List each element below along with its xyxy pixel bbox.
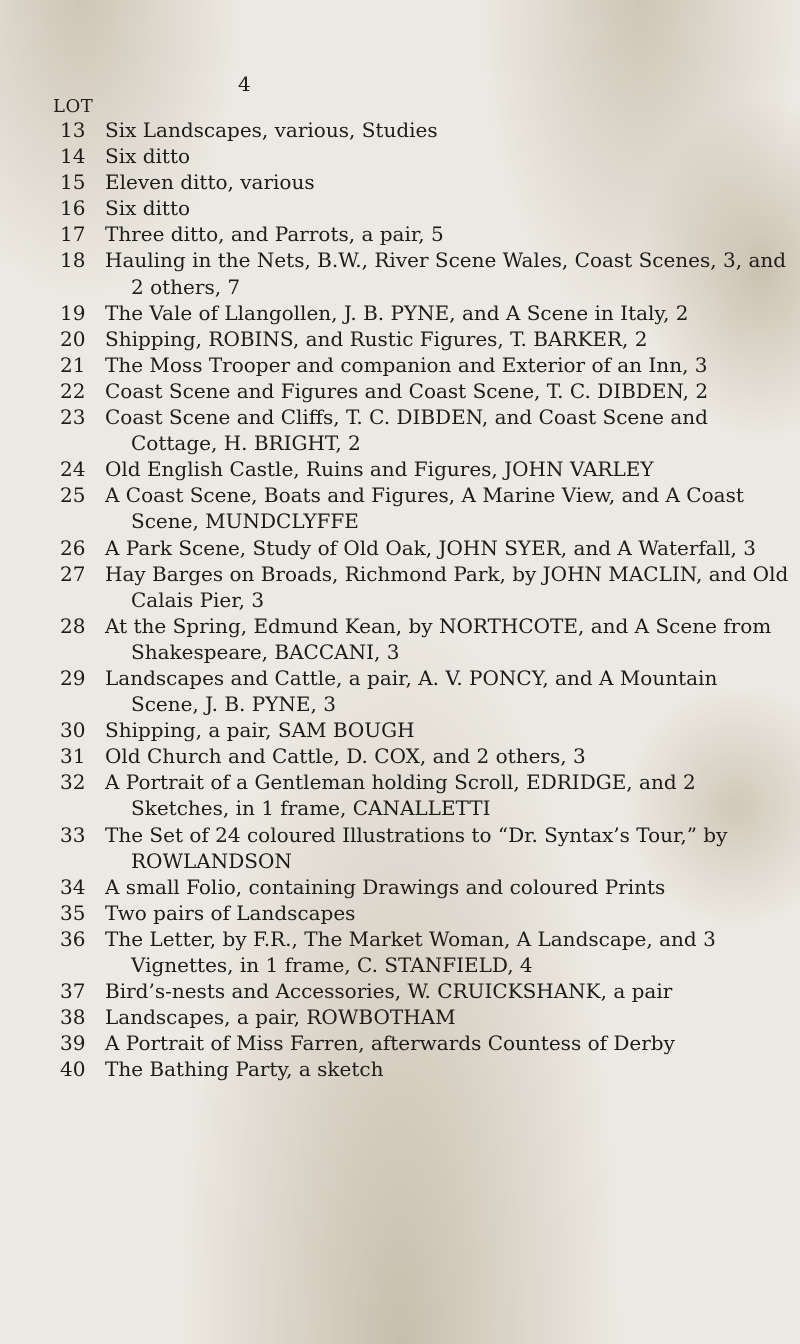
lot-entry — [0, 456, 800, 482]
lot-description: Coast Scene and Figures and Coast Scene, T. C. DIBDEN, 2 — [105, 378, 709, 403]
lot-description: A Coast Scene, Boats and Figures, A Marine View, and A Coast Scene, MUNDCLYFFE — [105, 483, 744, 534]
lot-number: 13 — [60, 118, 86, 142]
lot-description: Old Church and Cattle, D. COX, and 2 others, 3 — [105, 744, 586, 769]
lot-number: 20 — [60, 326, 86, 351]
lot-entry — [0, 978, 800, 1004]
lot-entry — [0, 326, 800, 352]
lot-entry — [0, 352, 800, 378]
lot-description: A Park Scene, Study of Old Oak, JOHN SYER, and A Waterfall, 3 — [105, 535, 756, 560]
lot-entry — [0, 1030, 800, 1056]
lot-number: 15 — [60, 170, 86, 195]
lot-entry — [0, 247, 800, 299]
lot-description: The Letter, by F.R., The Market Woman, A Landscape, and 3 Vignettes, in 1 frame, C. STANFIELD, 4 — [105, 926, 716, 977]
lot-entry — [0, 221, 800, 247]
lot-description: Landscapes, a pair, ROWBOTHAM — [105, 1005, 456, 1030]
lot-number: 24 — [60, 457, 86, 482]
lot-entry — [0, 378, 800, 404]
lot-entry — [0, 900, 800, 926]
lot-entry — [0, 1056, 800, 1082]
lot-description: Shipping, a pair, SAM BOUGH — [105, 718, 415, 743]
lot-number: 29 — [60, 665, 86, 690]
lot-description: Landscapes and Cattle, a pair, A. V. PONCY, and A Mountain Scene, J. B. PYNE, 3 — [105, 665, 718, 717]
lot-list — [0, 117, 800, 1082]
lot-number: 33 — [60, 822, 86, 847]
lot-entry — [0, 926, 800, 978]
lot-entry — [0, 143, 800, 169]
lot-number: 14 — [60, 144, 86, 169]
lot-entry — [0, 717, 800, 743]
lot-description: A small Folio, containing Drawings and coloured Prints — [105, 874, 666, 899]
lot-description: Two pairs of Landscapes — [105, 900, 356, 925]
lot-number: 35 — [60, 900, 86, 925]
lot-number: 39 — [60, 1031, 86, 1056]
lot-description: A Portrait of a Gentleman holding Scroll, EDRIDGE, and 2 Sketches, in 1 frame, CANALLETTI — [105, 770, 696, 821]
lot-number: 27 — [60, 561, 86, 586]
lot-description: Six Landscapes, various, Studies — [105, 118, 438, 142]
lot-description: Hay Barges on Broads, Richmond Park, by JOHN MACLIN, and Old Calais Pier, 3 — [105, 561, 789, 612]
lot-column-heading: LOT — [53, 96, 94, 117]
lot-number: 26 — [60, 535, 86, 560]
lot-entry — [0, 169, 800, 195]
lot-entry — [0, 404, 800, 456]
lot-number: 28 — [60, 613, 86, 638]
lot-number: 31 — [60, 744, 86, 769]
page-number: 4 — [238, 72, 251, 96]
lot-number: 32 — [60, 770, 86, 795]
lot-number: 21 — [60, 352, 86, 377]
lot-description: Six ditto — [105, 196, 191, 221]
lot-number: 40 — [60, 1057, 86, 1082]
lot-entry — [0, 874, 800, 900]
lot-entry — [0, 613, 800, 665]
lot-number: 38 — [60, 1005, 86, 1030]
lot-number: 18 — [60, 248, 86, 273]
lot-entry — [0, 665, 800, 717]
lot-number: 22 — [60, 378, 86, 403]
lot-entry — [0, 743, 800, 769]
lot-number: 37 — [60, 979, 86, 1004]
lot-number: 17 — [60, 222, 86, 247]
lot-entry — [0, 117, 800, 143]
lot-description: At the Spring, Edmund Kean, by NORTHCOTE, and A Scene from Shakespeare, BACCANI, 3 — [105, 613, 772, 664]
lot-entry — [0, 822, 800, 874]
lot-description: A Portrait of Miss Farren, afterwards Countess of Derby — [105, 1031, 675, 1056]
lot-entry — [0, 769, 800, 821]
lot-description: The Set of 24 coloured Illustrations to “Dr. Syntax’s Tour,” by ROWLANDSON — [105, 822, 728, 873]
lot-number: 36 — [60, 926, 86, 951]
lot-entry — [0, 561, 800, 613]
lot-description: Three ditto, and Parrots, a pair, 5 — [105, 222, 444, 247]
lot-entry — [0, 300, 800, 326]
lot-entry — [0, 195, 800, 221]
lot-description: Shipping, ROBINS, and Rustic Figures, T. BARKER, 2 — [105, 326, 648, 351]
lot-entry — [0, 535, 800, 561]
lot-description: Coast Scene and Cliffs, T. C. DIBDEN, and Coast Scene and Cottage, H. BRIGHT, 2 — [105, 405, 708, 456]
lot-number: 34 — [60, 874, 86, 899]
lot-number: 30 — [60, 718, 86, 743]
lot-description: Bird’s-nests and Accessories, W. CRUICKSHANK, a pair — [105, 979, 673, 1004]
lot-description: The Bathing Party, a sketch — [105, 1057, 384, 1082]
lot-description: The Moss Trooper and companion and Exterior of an Inn, 3 — [105, 352, 708, 377]
lot-description: Hauling in the Nets, B.W., River Scene Wales, Coast Scenes, 3, and 2 others, 7 — [105, 248, 787, 299]
lot-description: The Vale of Llangollen, J. B. PYNE, and A Scene in Italy, 2 — [105, 300, 689, 325]
lot-description: Old English Castle, Ruins and Figures, JOHN VARLEY — [105, 457, 654, 482]
lot-entry — [0, 1004, 800, 1030]
lot-description: Six ditto — [105, 144, 191, 169]
lot-description: Eleven ditto, various — [105, 170, 315, 195]
lot-entry — [0, 482, 800, 534]
lot-number: 16 — [60, 196, 86, 221]
lot-number: 19 — [60, 300, 86, 325]
lot-number: 25 — [60, 483, 86, 508]
lot-number: 23 — [60, 405, 86, 430]
